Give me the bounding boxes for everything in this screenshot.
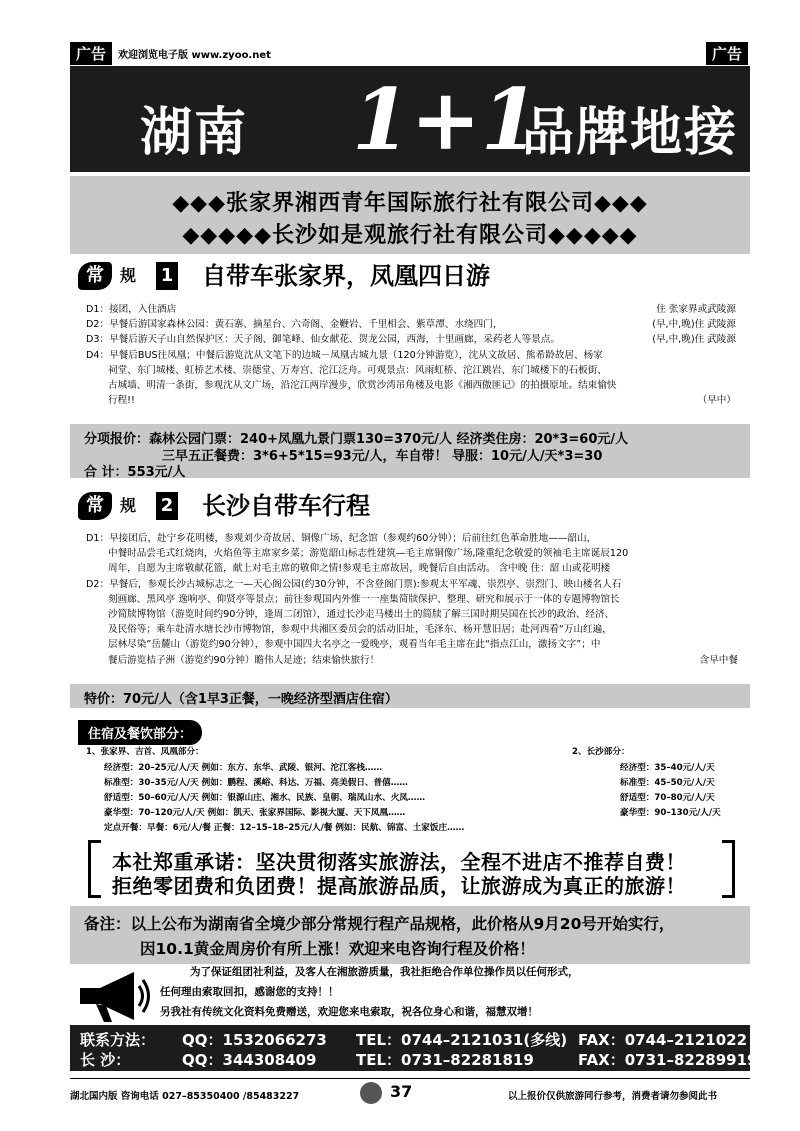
route2-heading (78, 492, 738, 528)
page-number: 37 (390, 1082, 413, 1101)
contact-label: 长 沙： (80, 1051, 131, 1069)
stay-line: 标准型：45–50元/人/天 (620, 778, 715, 788)
stay-line: 舒适型：70–80元/人/天 (620, 793, 715, 803)
banner-brand: 品牌地接 (522, 103, 739, 163)
itinerary-line: D1：早接团后，赴宁乡花明楼，参观刘少奇故居、铜像广场、纪念馆（参观约60分钟）；后前往红色革命胜地——韶山， (86, 533, 597, 544)
stay-section (86, 745, 736, 837)
itinerary-line: 祠堂、东门城楼、虹桥艺术楼、崇德堂、万寿宫、沱江泛舟。可观景点：风雨虹桥、沱江跳岩、东门城楼下的石板街、 (108, 364, 607, 376)
itinerary-line: D1：接团，入住酒店 住 张家界或武陵源 (86, 304, 736, 315)
contact-fax[interactable]: FAX：0744–2121022 (578, 1031, 748, 1049)
price-line: 三早五正餐费：3*6+5*15=93元/人，车自带！ 导服：10元/人/天*3=30 (162, 449, 603, 464)
company-1: ◆◆◆张家界湘西青年国际旅行社有限公司◆◆◆ (172, 191, 648, 216)
contact-qq[interactable]: QQ：344308409 (182, 1051, 317, 1069)
itinerary-line: D2：早餐后游国家森林公园：黄石寨、摘星台、六奇阁、金鞭岩、千里相会、紫草潭、水绕四门， (早,中,晚)住 武陵源 (86, 319, 736, 331)
note-box (70, 906, 750, 964)
route1-pricebox (70, 424, 750, 478)
itinerary-line: D3：早餐后游天子山自然保护区：天子阁、御笔峰、仙女献花、贺龙公园，西海，十里画廊，采药老人等景点。 (早,中,晚)住 武陵源 (86, 334, 736, 346)
stay-left-title: 1、张家界、吉首、凤凰部分： (86, 747, 204, 757)
itinerary-line: 古城墙、明清一条街，参观沈从文广场，沿沱江两岸漫步，欣赏沙湾吊角楼及电影《湘西傲匪记》的拍摄原址。结束愉快 (108, 380, 617, 392)
notice-line: 另我社有传统文化资料免费赠送，欢迎您来电索取，祝各位身心和谐，福慧双增！ (160, 1006, 538, 1018)
route2-price: 特价：70元/人（含1早3正餐，一晚经济型酒店住宿） (84, 692, 398, 707)
itinerary-line: 及民俗等；乘车赴清水塘长沙市博物馆，参观中共湘区委员会的活动旧址，毛泽东、杨开慧旧居；赴河西看“万山红遍， (108, 624, 612, 636)
company-2: ◆◆◆◆◆长沙如是观旅行社有限公司◆◆◆◆◆ (182, 223, 638, 248)
note-line: 因10.1黄金周房价有所上涨！欢迎来电咨询行程及价格！ (140, 940, 535, 958)
stay-line: 豪华型：90–130元/人/天 (620, 808, 721, 818)
route1-chip-regular: 常 (78, 262, 112, 290)
itinerary-line: 刻画廊、黑风亭 逸响亭、仰贤亭等景点；前往参观国内外惟一一座集简牍保护、整理、研究和展示于一体的专题博物馆长 (108, 593, 620, 605)
bracket-right (722, 840, 735, 898)
promise-line: 本社郑重承诺：坚决贯彻落实旅游法，全程不进店不推荐自费！ (112, 850, 686, 874)
banner-hunan: 湖南 (140, 103, 249, 163)
megaphone-icon (76, 968, 152, 1024)
footer-rule (70, 1078, 750, 1079)
stay-right-title: 2、长沙部分： (572, 747, 630, 757)
contact-fax[interactable]: FAX：0731–82289919 (578, 1051, 758, 1069)
route2-chip-regular: 常 (78, 492, 112, 520)
contact-tel[interactable]: TEL：0731–82281819 (356, 1051, 534, 1069)
contact-qq[interactable]: QQ：1532066273 (182, 1031, 327, 1049)
stay-line: 舒适型：50–60元/人/天 例如：银源山庄、湘水、民族、皇朝、瑞凤山水、火凤…… (104, 793, 426, 803)
contact-tel[interactable]: TEL：0744–2121031(多线) (356, 1031, 568, 1049)
route1-title: 自带车张家界，凤凰四日游 (202, 262, 490, 290)
stay-heading: 住宿及餐饮部分： (78, 720, 202, 745)
price-total: 合 计：553元/人 (84, 465, 186, 480)
promise-line: 拒绝零团费和负团费！提高旅游品质，让旅游成为真正的旅游！ (112, 874, 686, 898)
itinerary-line: 沙简牍博物馆（游览时间约90分钟，逢周二闭馆），通过长沙走马楼出土的简牍了解三国时期吴国在长沙的政治、经济、 (108, 609, 615, 621)
route2-title: 长沙自带车行程 (202, 492, 370, 520)
title-banner (70, 66, 750, 172)
banner-1plus1: 1+1 (352, 70, 540, 169)
itinerary-line: 中餐时品尝毛式红烧肉，火焰鱼等主席家乡菜；游览韶山标志性建筑—毛主席铜像广场,隆重纪念敬爱的领袖毛主席诞辰120 (108, 548, 629, 560)
itinerary-line: D4：早餐后BUS往凤凰；中餐后游览沈从文笔下的边城－凤凰古城九景（120分钟游览），沈从文故居、熊希龄故居、杨家 (86, 349, 603, 361)
footer-left: 湖北国内版 咨询电话 027–85350400 /85483227 (70, 1091, 300, 1102)
route2-chip-rule: 规 (120, 496, 137, 515)
itinerary-line: 餐后游览桔子洲（游览约90分钟）瞻伟人足迹；结束愉快旅行！ 含早中餐 (108, 654, 738, 666)
stay-line: 定点开餐：早餐：6元/人/餐 正餐：12–15–18–25元/人/餐 例如：民航、锦富、土家饭庄…… (104, 823, 465, 833)
notice-line: 任何理由索取回扣，感谢您的支持！！ (160, 986, 339, 998)
stay-line: 标准型：30–35元/人/天 例如：鹏程、溪峪、科达、万福、亮美假日、普僖…… (104, 778, 408, 788)
itinerary-line: 行程!! （早中） (108, 395, 736, 407)
route1-number: 1 (156, 262, 178, 290)
itinerary-line: 周年，自愿为主席敬献花篮，献上对毛主席的敬仰之情!参观毛主席故居，晚餐后自由活动。 含中晚 住：韶 山或花明楼 (108, 563, 611, 575)
itinerary-line: D2：早餐后，参观长沙古城标志之一—天心阁公园(约30分钟，不含登阁门票):参观太平军魂、崇烈亭、崇烈门、映山楼名人石 (86, 578, 622, 590)
route2-number: 2 (156, 492, 178, 520)
footer-right: 以上报价仅供旅游同行参考，消费者请勿参阅此书 (508, 1091, 718, 1102)
route2-pricebox (70, 684, 750, 708)
bracket-left (88, 840, 101, 898)
stay-line: 豪华型：70–120元/人/天 例如：凯天、张家界国际、影视大厦、天下凤凰…… (104, 808, 406, 818)
company-box (70, 176, 750, 254)
ad-tag-right: 广告 (706, 42, 748, 65)
stay-line: 经济型：35–40元/人/天 (620, 763, 715, 773)
note-line: 备注：以上公布为湖南省全境少部分常规行程产品规格，此价格从9月20号开始实行， (84, 915, 675, 933)
route2-itinerary (86, 531, 738, 668)
itinerary-line: 层林尽染”岳麓山（游览约90分钟），参观中国四大名亭之一爱晚亭，观看当年毛主席在此“指点江山，激扬文字”；中 (108, 639, 601, 651)
notice-line: 为了保证组团社利益，及客人在湘旅游质量，我社拒绝合作单位操作员以任何形式， (190, 966, 579, 978)
route1-chip-rule: 规 (120, 266, 137, 285)
route1-heading (78, 262, 738, 298)
stay-line: 经济型：20–25元/人/天 例如：东方、东华、武陵、银河、沱江客栈…… (104, 763, 383, 773)
route1-itinerary (86, 302, 736, 408)
contact-label: 联系方法： (80, 1031, 156, 1049)
contact-bar (70, 1025, 758, 1071)
price-line: 分项报价：森林公园门票：240+凤凰九景门票130=370元/人 经济类住房：20*3=60元/人 (84, 432, 629, 447)
page-badge-icon (360, 1082, 382, 1104)
site-url[interactable]: 欢迎浏览电子版 www.zyoo.net (118, 50, 271, 61)
ad-tag-left: 广告 (70, 42, 112, 65)
